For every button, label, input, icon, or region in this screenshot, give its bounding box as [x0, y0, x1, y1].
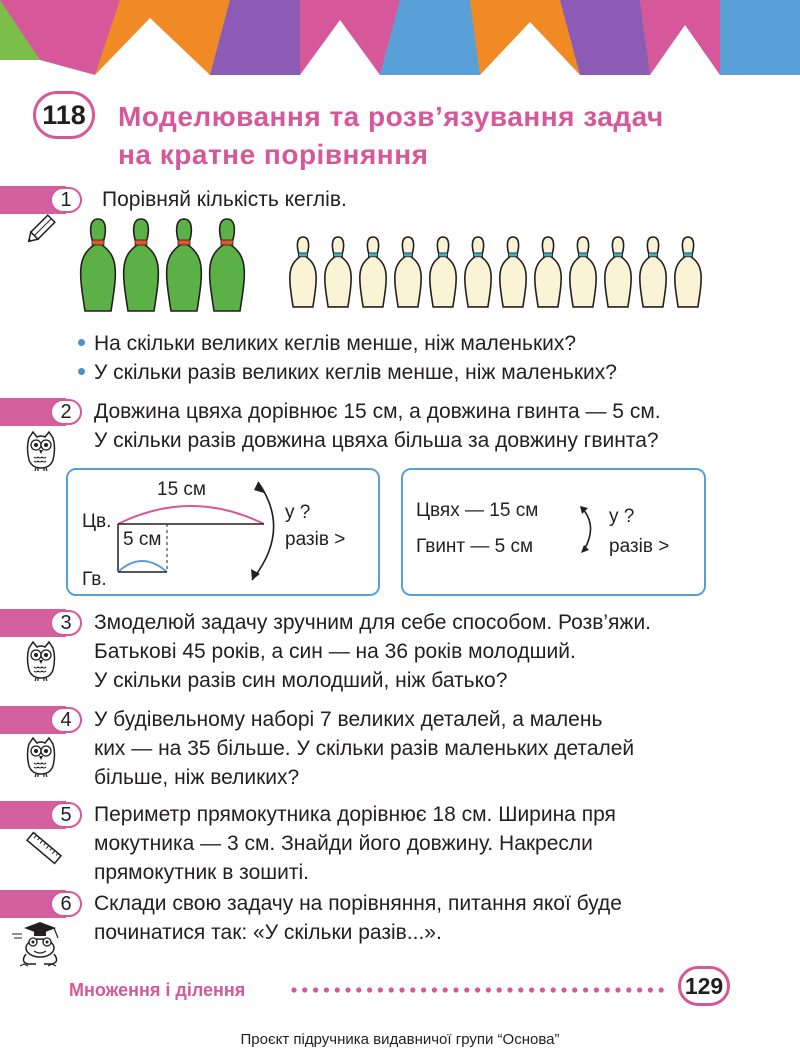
small-pin	[500, 237, 526, 307]
screw-label: Гв.	[82, 569, 107, 590]
exercise-1-number: 1	[50, 187, 82, 213]
small-pin	[465, 237, 491, 307]
leader-dot	[421, 987, 426, 992]
leader-dot	[583, 987, 588, 992]
small-pin	[640, 237, 666, 307]
short-note-question-1: у ?	[609, 506, 635, 527]
leader-dot	[561, 987, 566, 992]
leader-dot	[345, 987, 350, 992]
lesson-title-line1: Моделювання та розв’язування задач	[118, 101, 664, 132]
leader-dot	[648, 987, 653, 992]
bullet-text: У скільки разів великих кеглів менше, ніж маленьких?	[94, 361, 617, 384]
small-pin	[535, 237, 561, 307]
text-line: У будівельному наборі 7 великих деталей, а малень	[94, 708, 603, 731]
leader-dot	[464, 987, 469, 992]
text-line: Довжина цвяха дорівнює 15 см, а довжина гвинта — 5 см.	[94, 400, 661, 423]
exercise-3-text	[94, 608, 794, 695]
leader-dot	[529, 987, 534, 992]
leader-dot	[572, 987, 577, 992]
small-pin	[675, 237, 701, 307]
short-note-line-2: Гвинт — 5 см	[416, 536, 534, 557]
owl-icon	[24, 640, 58, 682]
lesson-number-badge: 118	[33, 91, 95, 139]
diagram-question-1: у ?	[285, 502, 311, 523]
leader-dot	[389, 987, 394, 992]
leader-dot	[659, 987, 664, 992]
text-line: У скільки разів довжина цвяха більша за довжину гвинта?	[94, 429, 659, 452]
bullet-dot	[78, 339, 85, 346]
top-banner	[0, 0, 800, 90]
dotted-leader	[290, 983, 674, 997]
exercise-1-text: Порівняй кількість кеглів.	[102, 188, 347, 211]
nail-label: Цв.	[82, 511, 112, 532]
text-line: Змоделюй задачу зручним для себе способом. Розв’яжи.	[94, 611, 652, 634]
owl-icon	[24, 736, 58, 778]
exercise-4-number: 4	[50, 707, 82, 733]
text-line: більше, ніж великих?	[94, 766, 300, 789]
leader-dot	[475, 987, 480, 992]
text-line: У скільки разів син молодший, ніж батько?	[94, 669, 508, 692]
publisher-credit: Проєкт підручника видавничої групи “Основа”	[240, 1031, 560, 1048]
short-note-line-1: Цвях — 15 см	[416, 500, 539, 521]
leader-dot	[626, 987, 631, 992]
leader-dot	[324, 987, 329, 992]
lesson-title	[118, 98, 798, 174]
leader-dot	[335, 987, 340, 992]
big-pin	[81, 219, 116, 311]
exercise-6-number: 6	[50, 891, 82, 917]
frog-icon	[10, 920, 66, 968]
leader-dot	[313, 987, 318, 992]
big-pin	[167, 219, 202, 311]
leader-dot	[432, 987, 437, 992]
exercise-4-text	[94, 705, 794, 792]
owl-icon	[24, 430, 58, 472]
small-pin	[395, 237, 421, 307]
leader-dot	[605, 987, 610, 992]
bullet-dot	[78, 368, 85, 375]
leader-dot	[453, 987, 458, 992]
exercise-6-text	[94, 889, 794, 947]
exercise-2-text	[94, 397, 794, 455]
small-pin	[430, 237, 456, 307]
leader-dot	[410, 987, 415, 992]
leader-dot	[551, 987, 556, 992]
leader-dot	[637, 987, 642, 992]
text-line: Склади свою задачу на порівняння, питання якої буде	[94, 892, 622, 915]
small-pin	[360, 237, 386, 307]
small-pin	[570, 237, 596, 307]
leader-dot	[486, 987, 491, 992]
leader-dot	[507, 987, 512, 992]
bullet-text: На скільки великих кеглів менше, ніж маленьких?	[94, 332, 577, 355]
exercise-1-bullet-1	[78, 329, 576, 358]
text-line: прямокутник в зошиті.	[94, 861, 309, 884]
big-pin	[124, 219, 159, 311]
small-pin	[290, 237, 316, 307]
leader-dot	[356, 987, 361, 992]
leader-dot	[540, 987, 545, 992]
section-title: Множення і ділення	[69, 980, 246, 1000]
leader-dot	[302, 987, 307, 992]
short-note-box	[401, 468, 706, 596]
ruler-icon	[24, 830, 64, 866]
small-pin	[325, 237, 351, 307]
exercise-5-number: 5	[50, 802, 82, 828]
leader-dot	[497, 987, 502, 992]
short-note-question-2: разів >	[609, 536, 670, 557]
text-line: починатися так: «У скільки разів...».	[94, 921, 442, 944]
diagram-question-2: разів >	[285, 529, 346, 550]
screw-length-label: 5 см	[123, 529, 162, 550]
short-note-bracket	[578, 500, 602, 558]
page-number: 129	[678, 966, 730, 1006]
exercise-3-number: 3	[50, 610, 82, 636]
pins-illustration	[0, 215, 800, 315]
leader-dot	[378, 987, 383, 992]
exercise-1-bullet-2	[78, 358, 617, 387]
leader-dot	[615, 987, 620, 992]
nail-length-label: 15 см	[157, 479, 206, 500]
text-line: мокутника — 3 см. Знайди його довжину. Накресли	[94, 832, 593, 855]
big-pin	[210, 219, 245, 311]
leader-dot	[443, 987, 448, 992]
exercise-5-text	[94, 800, 794, 887]
text-line: Батькові 45 років, а син — на 36 років молодший.	[94, 640, 576, 663]
leader-dot	[291, 987, 296, 992]
exercise-2-number: 2	[50, 399, 82, 425]
leader-dot	[594, 987, 599, 992]
leader-dot	[518, 987, 523, 992]
lesson-title-line2: на кратне порівняння	[118, 139, 429, 170]
leader-dot	[367, 987, 372, 992]
small-pin	[605, 237, 631, 307]
leader-dot	[399, 987, 404, 992]
text-line: Периметр прямокутника дорівнює 18 см. Ширина пря	[94, 803, 616, 826]
text-line: ких — на 35 більше. У скільки разів маленьких деталей	[94, 737, 635, 760]
